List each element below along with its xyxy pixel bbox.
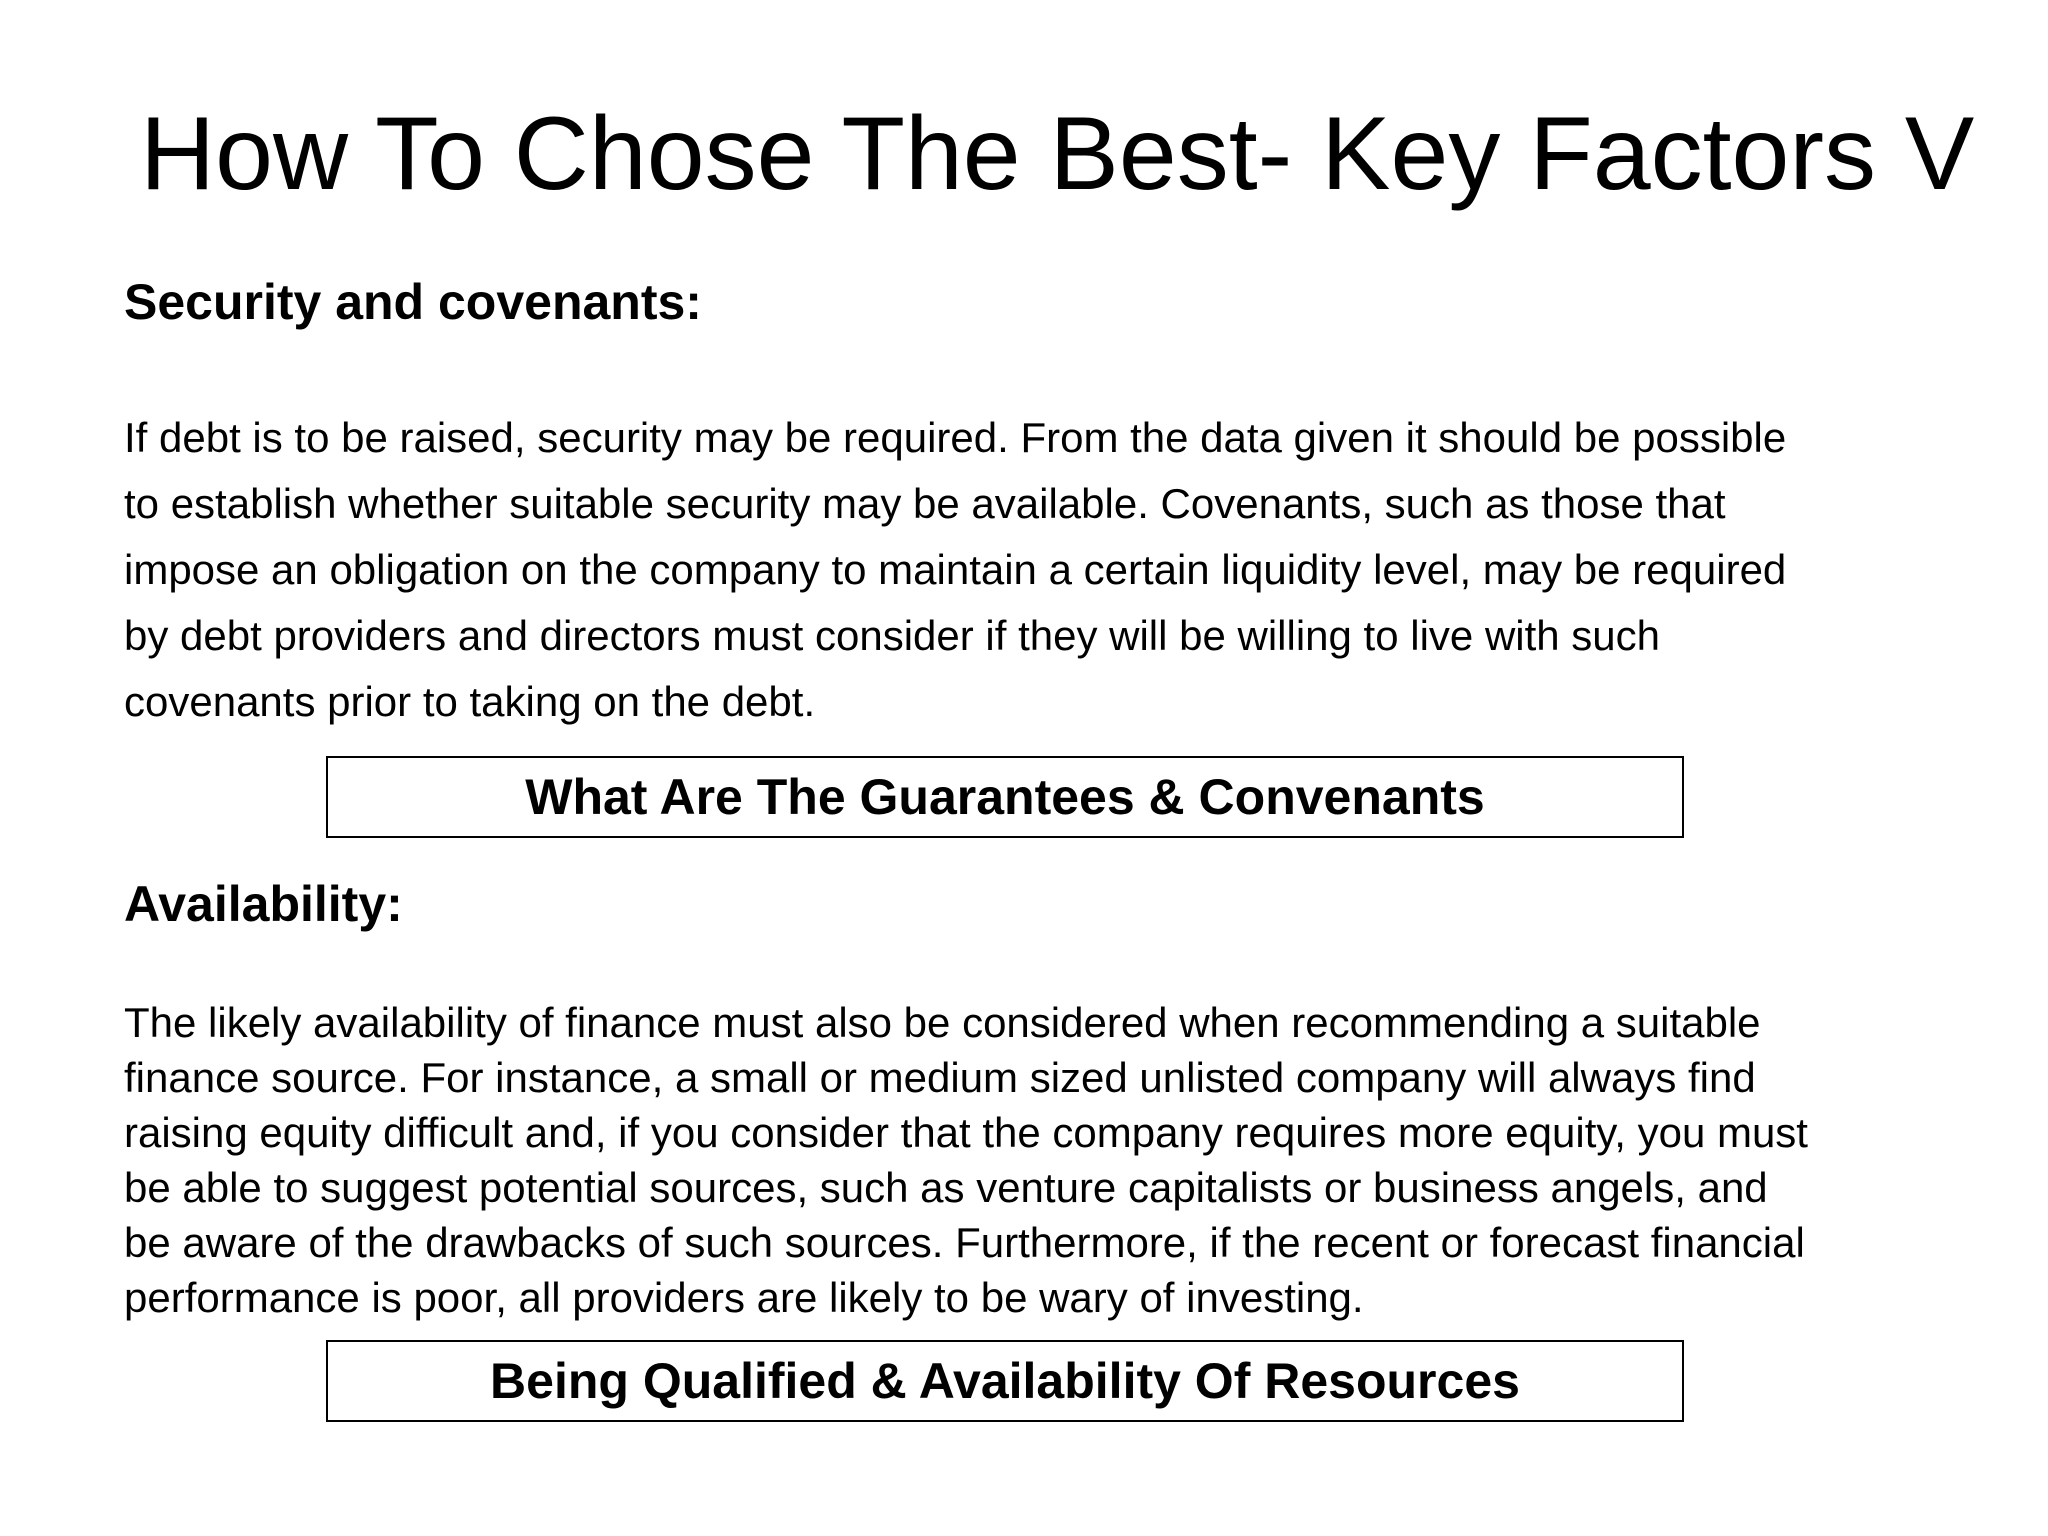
section-paragraph-security (124, 405, 1984, 735)
paragraph-line: be able to suggest potential sources, such as venture capitalists or business angels, and (124, 1164, 1768, 1211)
paragraph-line: be aware of the drawbacks of such sources. Furthermore, if the recent or forecast financial (124, 1219, 1805, 1266)
paragraph-line: by debt providers and directors must consider if they will be willing to live with such (124, 612, 1661, 659)
paragraph-line: covenants prior to taking on the debt. (124, 678, 816, 725)
paragraph-line: to establish whether suitable security may be available. Covenants, such as those that (124, 480, 1726, 527)
paragraph-line: If debt is to be raised, security may be required. From the data given it should be possible (124, 414, 1787, 461)
paragraph-line: impose an obligation on the company to maintain a certain liquidity level, may be required (124, 546, 1787, 593)
paragraph-line: raising equity difficult and, if you consider that the company requires more equity, you must (124, 1109, 1808, 1156)
section-heading-security: Security and covenants: (124, 274, 702, 330)
boxed-label-guarantees: What Are The Guarantees & Convenants (326, 756, 1684, 838)
paragraph-line: performance is poor, all providers are likely to be wary of investing. (124, 1274, 1364, 1321)
slide-title: How To Chose The Best- Key Factors V (140, 96, 1975, 212)
paragraph-line: finance source. For instance, a small or medium sized unlisted company will always find (124, 1054, 1756, 1101)
paragraph-line: The likely availability of finance must also be considered when recommending a suitable (124, 999, 1761, 1046)
section-heading-availability: Availability: (124, 876, 403, 932)
boxed-label-resources: Being Qualified & Availability Of Resources (326, 1340, 1684, 1422)
section-paragraph-availability (124, 995, 1984, 1325)
